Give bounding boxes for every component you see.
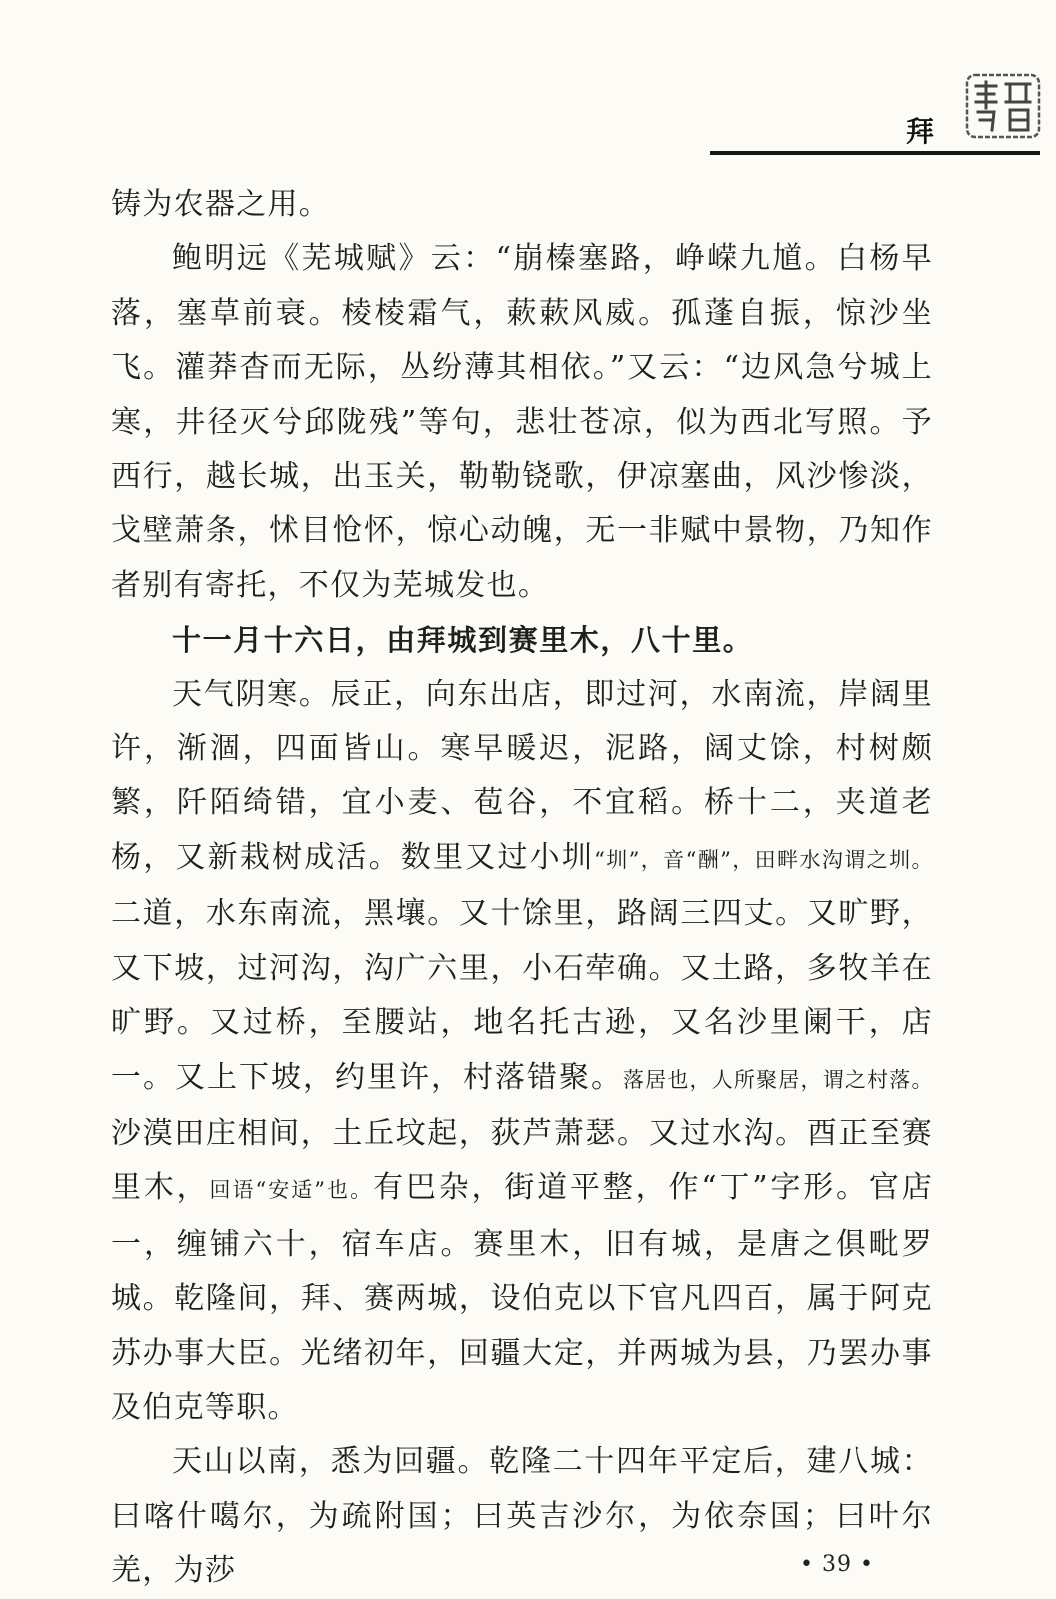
paragraph-2: 鲍明远《芜城赋》云：“崩榛塞路，峥嵘九馗。白杨早落，塞草前衰。棱棱霜气，蔌蔌风威。孤蓬自振，惊沙坐飞。灌莽杳而无际，丛纷薄其相依。”又云：“边风急兮城上寒，井径灭兮邱陇残”等句，悲壮苍凉，似为西北写照。予西行，越长城，出玉关，勒勒铙歌，伊凉塞曲，风沙惨淡，戈壁萧条，怵目怆怀，惊心动魄，无一非赋中景物，乃知作者别有寄托，不仅为芜城发也。 — [111, 241, 933, 603]
page-number: • 39 • — [800, 1552, 874, 1577]
paragraph-3-text-a: 天气阴寒。辰正，向东出店，即过河，水南流，岸阔里许，渐涸，四面皆山。寒早暖迟，泥路，阔丈馀，村树颇繁，阡陌绮错，宜小麦、苞谷，不宜稻。桥十二，夹道老杨，又新栽树成活。数里又过小圳 — [111, 676, 933, 875]
header-rule — [710, 151, 1040, 155]
paragraph-3-text-d: 有巴杂，街道平整，作“丁”字形。官店一，缠铺六十，宿车店。赛里木，旧有城，是唐之俱毗罗城。乾隆间，拜、赛两城，设伯克以下官凡四百，属于阿克苏办事大臣。光绪初年，回疆大定，并两城为县，乃罢办事及伯克等职。 — [111, 1170, 933, 1425]
paragraph-4: 天山以南，悉为回疆。乾隆二十四年平定后，建八城：曰喀什噶尔，为疏附国；曰英吉沙尔，为依奈国；曰叶尔羌，为莎 — [111, 1444, 933, 1589]
seal-stamp-icon — [964, 72, 1042, 140]
inline-note-3: 回语“安适”也。 — [209, 1178, 374, 1203]
entry-heading: 十一月十六日，由拜城到赛里木，八十里。 — [172, 623, 754, 658]
inline-note-2: 落居也，人所聚居，谓之村落。 — [622, 1067, 933, 1092]
inline-note-1: “圳”，音“酬”，田畔水沟谓之圳。 — [594, 847, 933, 872]
running-header: 拜 — [906, 115, 935, 148]
paragraph-3-text-b: 二道，水东南流，黑壤。又十馀里，路阔三四丈。又旷野，又下坡，过河沟，沟广六里，小石荦确。又土路，多牧羊在旷野。又过桥，至腰站，地名托古逊，又名沙里阑干，店一。又上下坡，约里许，村落错聚。 — [111, 896, 933, 1095]
body-text — [111, 178, 933, 1599]
paragraph-1: 铸为农器之用。 — [111, 187, 331, 222]
paragraph-3 — [111, 668, 933, 1436]
paragraph-3-text-c: 沙漠田庄相间，土丘坟起，荻芦萧瑟。又过水沟。酉正至赛里木， — [111, 1115, 933, 1206]
